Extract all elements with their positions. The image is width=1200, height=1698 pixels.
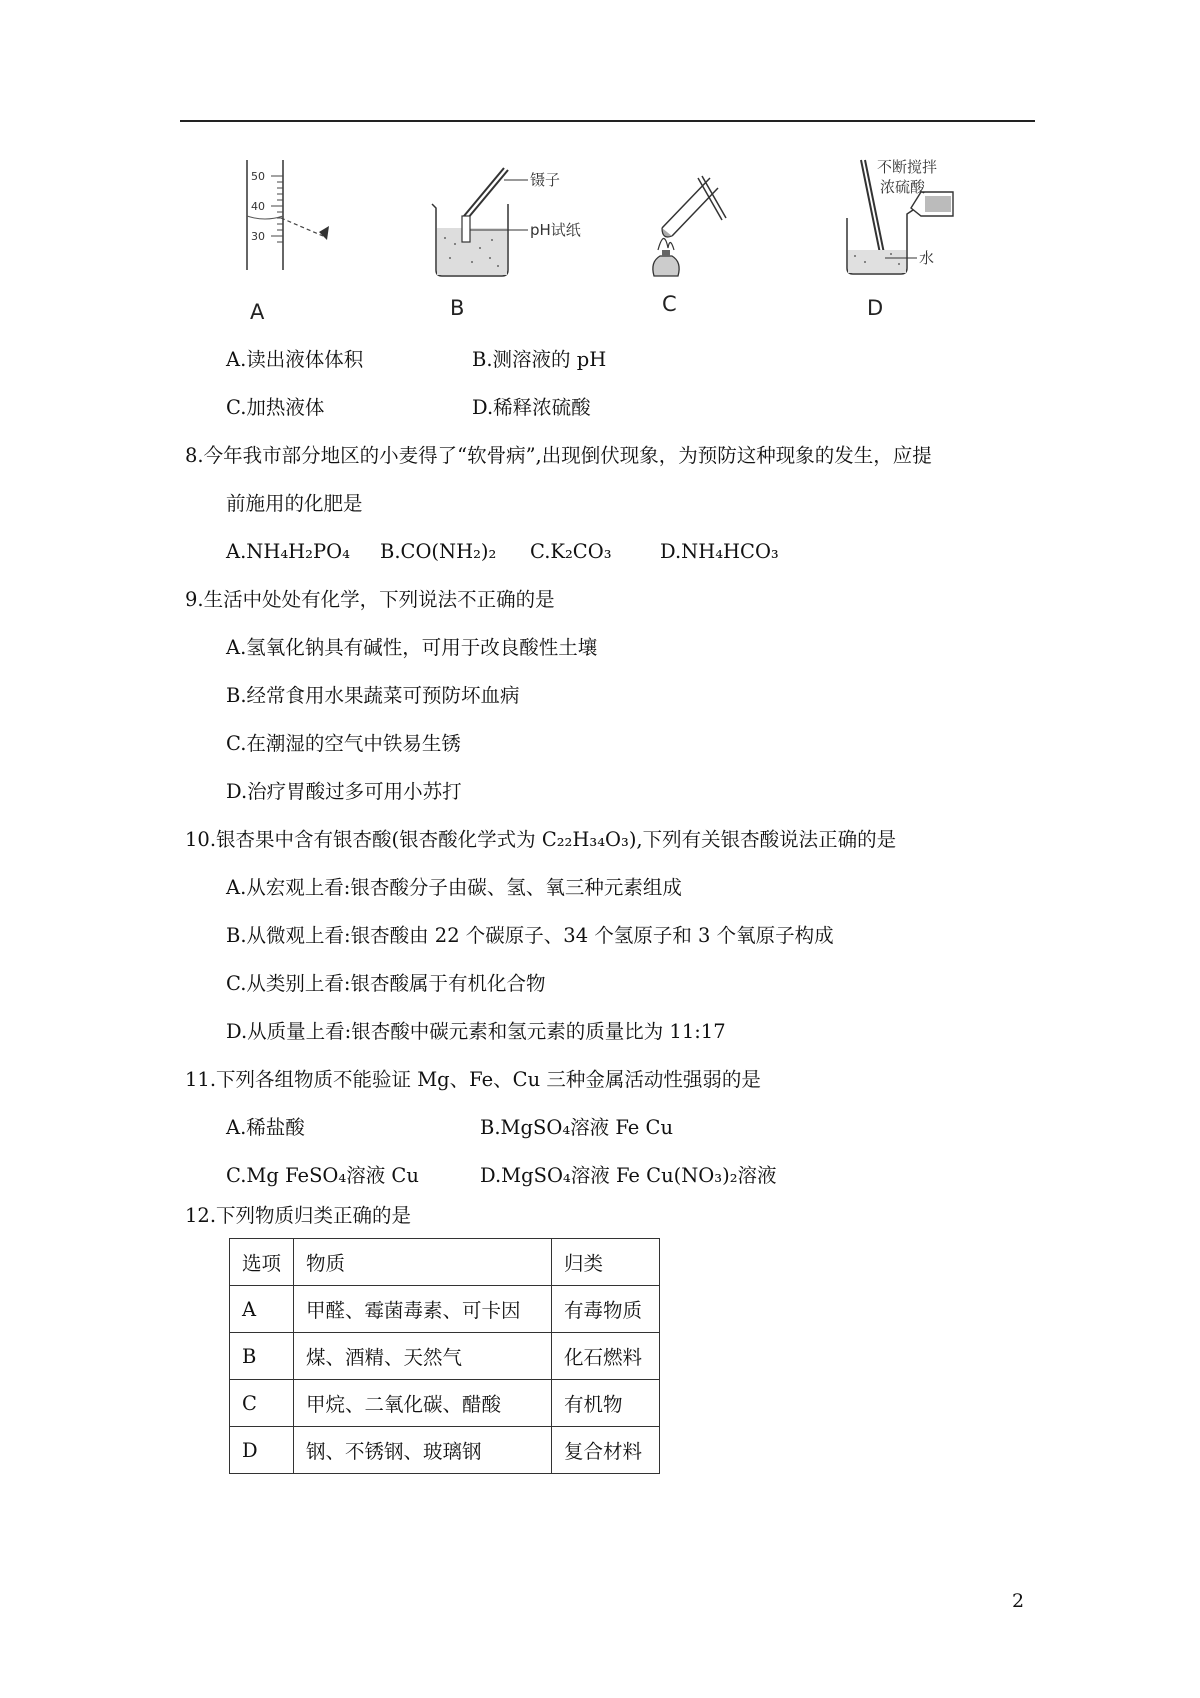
table-cell: 有毒物质 — [552, 1286, 660, 1333]
figure-c — [640, 158, 760, 316]
table-cell: 甲烷、二氧化碳、醋酸 — [294, 1380, 552, 1427]
q11-stem: 11.下列各组物质不能验证 Mg、Fe、Cu 三种金属活动性强弱的是 — [185, 1068, 761, 1091]
table-row — [230, 1380, 660, 1427]
graduated-cylinder-drawing — [225, 158, 345, 308]
q7-option-d: D.稀释浓硫酸 — [472, 396, 591, 419]
svg-text:40: 40 — [251, 200, 265, 213]
q9-stem: 9.生活中处处有化学，下列说法不正确的是 — [185, 588, 555, 611]
q10-option-b: B.从微观上看:银杏酸由 22 个碳原子、34 个氢原子和 3 个氧原子构成 — [226, 924, 834, 947]
beaker-ph-drawing — [420, 158, 600, 298]
q10-option-d: D.从质量上看:银杏酸中碳元素和氢元素的质量比为 11:17 — [226, 1020, 726, 1043]
q11-option-a: A.稀盐酸 — [226, 1116, 305, 1139]
table-cell: 化石燃料 — [552, 1333, 660, 1380]
q9-option-d: D.治疗胃酸过多可用小苏打 — [226, 780, 462, 803]
q9-option-c: C.在潮湿的空气中铁易生锈 — [226, 732, 461, 755]
q10-stem: 10.银杏果中含有银杏酸(银杏酸化学式为 C₂₂H₃₄O₃),下列有关银杏酸说法正确的是 — [185, 828, 897, 851]
classification-table — [229, 1238, 660, 1474]
figure-a — [225, 158, 345, 324]
table-header-cell: 物质 — [294, 1239, 552, 1286]
table-cell: A — [230, 1286, 294, 1333]
table-cell: 有机物 — [552, 1380, 660, 1427]
table-cell: D — [230, 1427, 294, 1474]
table-row — [230, 1427, 660, 1474]
svg-text:不断搅拌: 不断搅拌 — [877, 158, 938, 176]
heating-liquid-drawing — [640, 158, 760, 298]
q8-option-a: A.NH₄H₂PO₄ — [226, 540, 350, 563]
q11-option-b: B.MgSO₄溶液 Fe Cu — [480, 1116, 674, 1139]
svg-text:水: 水 — [919, 249, 935, 267]
q11-option-d: D.MgSO₄溶液 Fe Cu(NO₃)₂溶液 — [480, 1164, 777, 1187]
q9-option-b: B.经常食用水果蔬菜可预防坏血病 — [226, 684, 520, 707]
svg-text:pH试纸: pH试纸 — [530, 221, 581, 239]
svg-text:镊子: 镊子 — [530, 171, 561, 189]
q7-option-a: A.读出液体体积 — [226, 348, 364, 371]
table-cell: 煤、酒精、天然气 — [294, 1333, 552, 1380]
table-header-cell: 归类 — [552, 1239, 660, 1286]
dilution-drawing — [825, 158, 975, 298]
table-cell: 复合材料 — [552, 1427, 660, 1474]
figure-b-letter: B — [450, 296, 465, 320]
svg-text:30: 30 — [251, 230, 265, 243]
figure-d-letter: D — [867, 296, 884, 320]
q11-option-c: C.Mg FeSO₄溶液 Cu — [226, 1164, 419, 1187]
figure-c-letter: C — [662, 292, 677, 316]
figure-a-letter: A — [250, 300, 265, 324]
table-cell: 钢、不锈钢、玻璃钢 — [294, 1427, 552, 1474]
q9-option-a: A.氢氧化钠具有碱性，可用于改良酸性土壤 — [226, 636, 598, 659]
q8-stem-line1: 8.今年我市部分地区的小麦得了“软骨病”,出现倒伏现象，为预防这种现象的发生，应提 — [185, 444, 932, 467]
q8-option-d: D.NH₄HCO₃ — [660, 540, 779, 563]
table-header-cell: 选项 — [230, 1239, 294, 1286]
q7-option-b: B.测溶液的 pH — [472, 348, 607, 371]
eye-icon — [319, 226, 329, 240]
experiment-figures — [225, 158, 945, 328]
figure-d — [825, 158, 975, 320]
q8-stem-line2: 前施用的化肥是 — [226, 492, 363, 515]
q10-option-c: C.从类别上看:银杏酸属于有机化合物 — [226, 972, 546, 995]
q8-option-b: B.CO(NH₂)₂ — [380, 540, 497, 563]
table-header-row — [230, 1239, 660, 1286]
q7-option-c: C.加热液体 — [226, 396, 325, 419]
header-rule — [180, 120, 1035, 122]
svg-text:50: 50 — [251, 170, 265, 183]
q12-stem: 12.下列物质归类正确的是 — [185, 1204, 412, 1227]
table-cell: B — [230, 1333, 294, 1380]
q10-option-a: A.从宏观上看:银杏酸分子由碳、氢、氧三种元素组成 — [226, 876, 682, 899]
table-cell: C — [230, 1380, 294, 1427]
table-cell: 甲醛、霉菌毒素、可卡因 — [294, 1286, 552, 1333]
table-row — [230, 1286, 660, 1333]
q8-option-c: C.K₂CO₃ — [530, 540, 612, 563]
figure-b — [420, 158, 600, 320]
page-number: 2 — [1012, 1590, 1025, 1612]
table-row — [230, 1333, 660, 1380]
svg-text:浓硫酸: 浓硫酸 — [880, 178, 926, 196]
